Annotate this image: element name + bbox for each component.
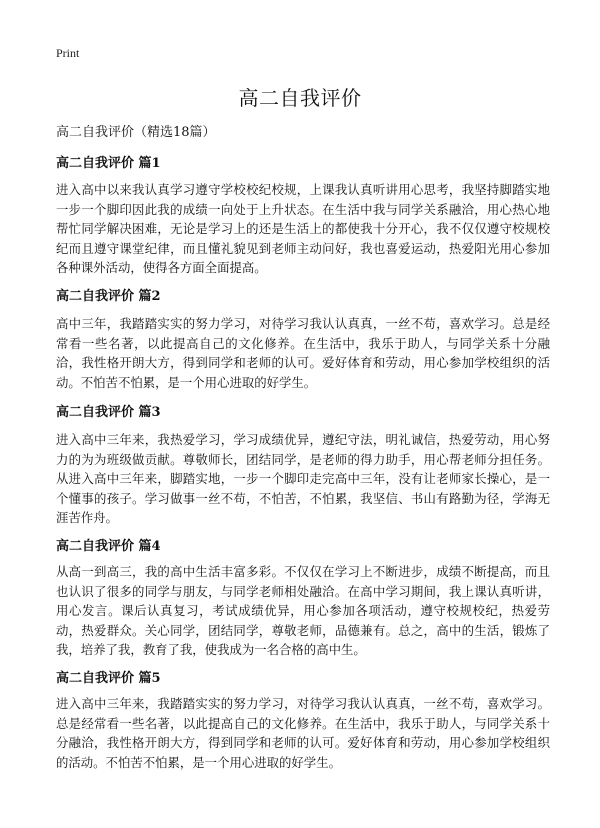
section-heading-1: 高二自我评价 篇1 xyxy=(56,156,161,171)
section-heading-2: 高二自我评价 篇2 xyxy=(56,289,161,304)
section-paragraph-5: 进入高中三年来，我踏踏实实的努力学习，对待学习我认认真真，一丝不苟，喜欢学习。总是经常看一些名著，以此提高自己的文化修养。在生活中，我乐于助人，与同学关系十分融洽，我性格开朗大方，得到同学和老师的认可。爱好体育和劳动，用心参加学校组织的活动。不怕苦不怕累，是一个用心进取的好学生。 xyxy=(56,696,550,770)
document-subtitle: 高二自我评价（精选18篇） xyxy=(56,125,216,140)
section-heading-5: 高二自我评价 篇5 xyxy=(56,671,161,686)
page-title: 高二自我评价 xyxy=(238,86,362,110)
section-paragraph-1: 进入高中以来我认真学习遵守学校校纪校规，上课我认真听讲用心思考，我坚持脚踏实地一步一个脚印因此我的成绩一向处于上升状态。在生活中我与同学关系融洽，用心热心地帮忙同学解决困难，无论是学习上的还是生活上的都使我十分开心，我不仅仅遵守校规校纪而且遵守课堂纪律，而且懂礼貌见到老师主动问好，我也喜爱运动，热爱阳光用心参加各种课外活动，使得各方面全面提高。 xyxy=(56,182,550,276)
section-paragraph-4: 从高一到高三，我的高中生活丰富多彩。不仅仅在学习上不断进步，成绩不断提高，而且也认识了很多的同学与朋友，与同学老师相处融洽。在高中学习期间，我上课认真听讲，用心发言。课后认真复习，考试成绩优异，用心参加各项活动，遵守校规校纪，热爱劳动，热爱群众。关心同学，团结同学，尊敬老师，品德兼有。总之，高中的生活，锻炼了我，培养了我，教育了我，使我成为一名合格的高中生。 xyxy=(56,564,550,658)
section-paragraph-2: 高中三年，我踏踏实实的努力学习，对待学习我认认真真，一丝不苟，喜欢学习。总是经常看一些名著，以此提高自己的文化修养。在生活中，我乐于助人，与同学关系十分融洽，我性格开朗大方，得到同学和老师的认可。爱好体育和劳动，用心参加学校组织的活动。不怕苦不怕累，是一个用心进取的好学生。 xyxy=(56,316,550,390)
section-heading-4: 高二自我评价 篇4 xyxy=(56,539,161,554)
print-link[interactable]: Print xyxy=(56,46,80,60)
section-paragraph-3: 进入高中三年来，我热爱学习，学习成绩优异，遵纪守法，明礼诚信，热爱劳动，用心努力的为为班级做贡献。尊敬师长，团结同学，是老师的得力助手，用心帮老师分担任务。从进入高中三年来，脚踏实地，一步一个脚印走完高中三年，没有让老师家长操心，是一个懂事的孩子。学习做事一丝不苟，不怕苦，不怕累，我坚信、书山有路勤为径，学海无涯苦作舟。 xyxy=(56,432,550,526)
section-heading-3: 高二自我评价 篇3 xyxy=(56,405,161,420)
